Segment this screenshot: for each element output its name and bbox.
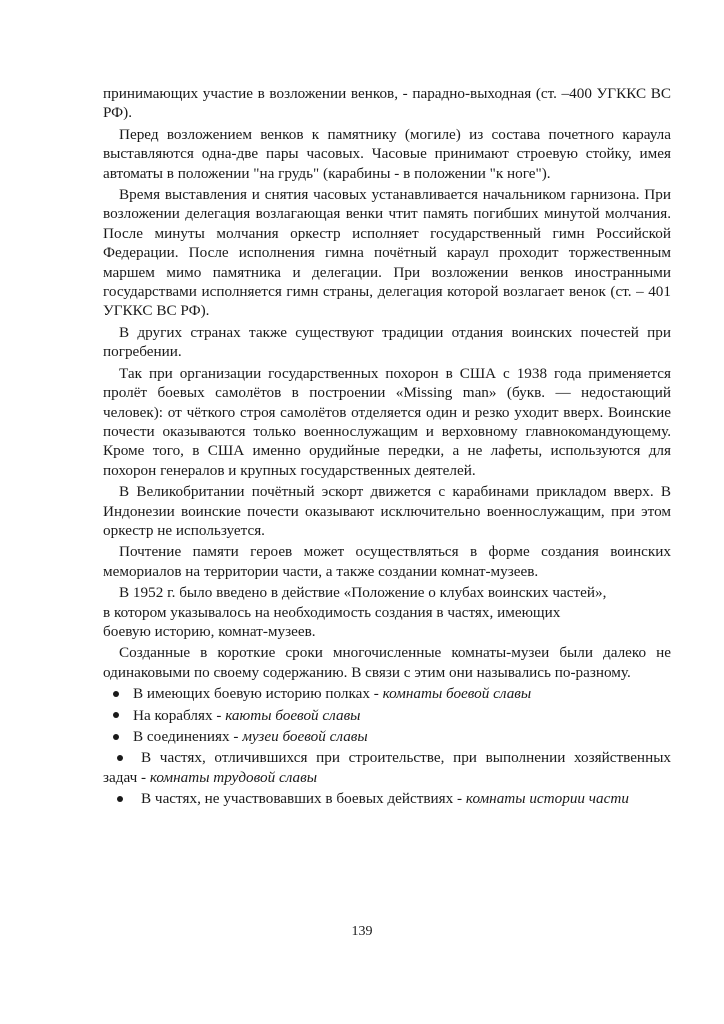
bullet-icon (117, 755, 123, 761)
paragraph: Почтение памяти героев может осуществляться в форме создания воинских мемориалов на территории части, а также создании комнат-музеев. (103, 543, 671, 580)
bullet-icon (117, 796, 123, 802)
list-item-text: В имеющих боевую историю полках - (133, 685, 383, 703)
list-item-emphasis: каюты боевой славы (225, 706, 361, 724)
list-item (103, 684, 671, 703)
list-item-emphasis: комнаты трудовой славы (149, 768, 318, 786)
paragraph: В других странах также существуют традиции отдания воинских почестей при погребении. (103, 323, 671, 361)
page-number: 139 (351, 924, 373, 939)
paragraph: В Великобритании почётный эскорт движется с карабинами прикладом вверх. В Индонезии воинские почести оказывают исключительно военнослужащим, при этом оркестр не используется. (103, 483, 671, 539)
bullet-icon (113, 734, 119, 740)
list-item (103, 748, 671, 787)
bullet-icon (113, 691, 119, 697)
list-item (103, 727, 671, 746)
list-item (103, 789, 671, 808)
paragraph: Созданные в короткие сроки многочисленные комнаты-музеи были далеко не одинаковыми по своему содержанию. В связи с этим они назывались по-разному. (103, 644, 671, 681)
list-item-emphasis: музеи боевой славы (242, 728, 368, 745)
document-body (103, 84, 671, 811)
paragraph: принимающих участие в возложении венков, - парадно-выходная (ст. –400 УГККС ВС РФ). (103, 85, 671, 122)
paragraph-line: В 1952 г. было введено в действие «Положение о клубах воинских частей», (119, 584, 607, 602)
list-item-emphasis: комнаты боевой славы (382, 685, 532, 703)
paragraph: Время выставления и снятия часовых устанавливается начальником гарнизона. При возложении делегация возлагающая венки чтит память погибших минутой молчания. После минуты молчания оркестр исполняет государственный гимн Российской Федерации. После исполнения гимна почётный караул проходит торжественным маршем мимо памятника и делегации. При возложении венков иностранными государствами исполняется гимн страны, делегация которой возлагает венок (ст. – 401 УГККС ВС РФ). (103, 186, 671, 320)
paragraph-line: боевую историю, комнат-музеев. (103, 622, 316, 640)
list-item (103, 706, 671, 725)
list-item-text: В соединениях - (133, 728, 243, 745)
bullet-icon (113, 712, 119, 718)
paragraph-line: в котором указывалось на необходимость создания в частях, имеющих (103, 603, 561, 621)
list-item-text: В частях, отличившихся при строительстве, при выполнении хозяйственных задач - (103, 749, 671, 786)
list-item-text: На кораблях - (133, 706, 226, 724)
paragraph: Перед возложением венков к памятнику (могиле) из состава почетного караула выставляются одна-две пары часовых. Часовые принимают строевую стойку, имея автоматы в положении "на грудь" (карабины - в положении "к ноге"). (103, 125, 671, 182)
paragraph: Так при организации государственных похорон в США с 1938 года применяется пролёт боевых самолётов в построении «Missing man» (букв. — недостающий человек): от чёткого строя самолётов отделяется один и резко уходит вверх. Воинские почести оказываются только военнослужащим и верховному главнокомандующему. Кроме того, в США именно орудийные передки, а не лафеты, используются для похорон генералов и крупных государственных деятелей. (103, 364, 671, 479)
list-item-emphasis: комнаты истории части (465, 790, 629, 808)
list-item-text: В частях, не участвовавших в боевых действиях - (141, 790, 466, 808)
